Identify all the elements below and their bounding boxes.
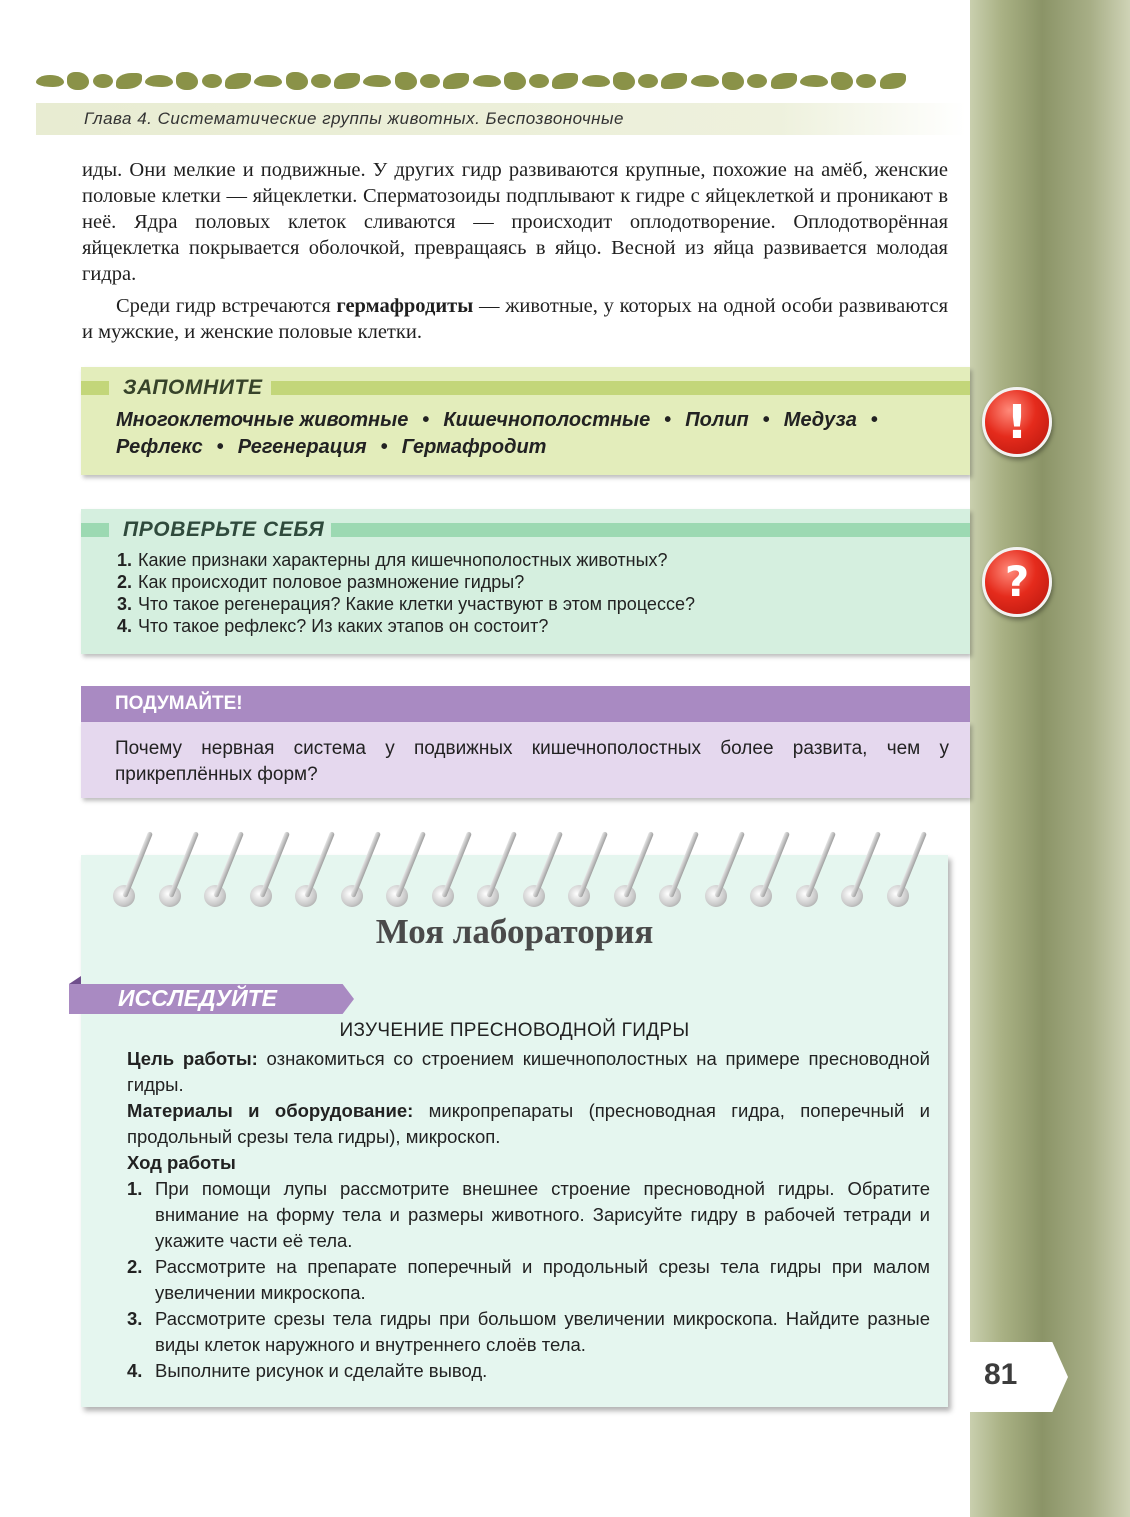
bullet-separator: • xyxy=(870,409,878,431)
animal-silhouette-icon xyxy=(225,73,251,89)
key-term: Полип xyxy=(685,409,749,431)
animal-silhouette-icon xyxy=(831,72,853,90)
animal-silhouette-icon xyxy=(880,73,906,89)
question-mark-icon: ? xyxy=(982,547,1052,617)
bullet-separator: • xyxy=(216,436,224,458)
binding-ring-icon xyxy=(567,825,591,910)
animal-silhouette-icon xyxy=(504,72,526,90)
think-box xyxy=(81,722,970,798)
binding-ring-icon xyxy=(431,825,455,910)
animal-silhouette-icon xyxy=(176,72,198,90)
animal-silhouette-icon xyxy=(395,72,417,90)
page-side-strip xyxy=(970,0,1130,1517)
binding-ring-icon xyxy=(294,825,318,910)
key-term: Кишечнополостные xyxy=(443,409,651,431)
lab-steps xyxy=(127,1176,930,1384)
animal-silhouette-icon xyxy=(286,72,308,90)
page-number: 81 xyxy=(984,1358,1018,1391)
think-header: ПОДУМАЙТЕ! xyxy=(115,693,243,714)
binding-ring-icon xyxy=(203,825,227,910)
binding-ring-icon xyxy=(886,825,910,910)
animal-silhouette-icon xyxy=(202,74,222,88)
animal-silhouette-icon xyxy=(254,75,282,87)
bullet-separator: • xyxy=(762,409,770,431)
animal-silhouette-icon xyxy=(661,73,687,89)
key-term: Регенерация xyxy=(237,436,367,458)
main-text xyxy=(82,157,948,345)
binding-ring-icon xyxy=(522,825,546,910)
animal-silhouette-icon xyxy=(691,75,719,87)
binding-ring-icon xyxy=(158,825,182,910)
animal-silhouette-icon xyxy=(552,73,578,89)
binding-ring-icon xyxy=(385,825,409,910)
binding-ring-icon xyxy=(340,825,364,910)
term-hermaphrodites: гермафродиты xyxy=(336,295,474,317)
think-header-bar xyxy=(81,686,970,722)
animal-silhouette-icon xyxy=(800,75,828,87)
bullet-separator: • xyxy=(380,436,388,458)
question-item: 1. Какие признаки характерны для кишечнополостных животных? xyxy=(117,550,668,570)
lab-materials: Материалы и оборудование: микропрепараты (пресноводная гидра, поперечный и продольный срезы тела гидры), микроскоп. xyxy=(127,1100,931,1147)
animal-silhouette-icon xyxy=(36,75,64,87)
animal-silhouette-icon xyxy=(473,75,501,87)
binding-ring-icon xyxy=(658,825,682,910)
key-term: Гермафродит xyxy=(401,436,547,458)
animal-silhouette-icon xyxy=(638,74,658,88)
animal-silhouette-icon xyxy=(856,74,876,88)
lab-step: 1. При помощи лупы рассмотрите внешнее строение пресноводной гидры. Обратите внимание на форму тела и размеры животного. Зарисуйте гидру в рабочей тетради и укажите части её тела. xyxy=(127,1178,930,1251)
binding-ring-icon xyxy=(795,825,819,910)
binding-ring-icon xyxy=(249,825,273,910)
animal-silhouette-icon xyxy=(67,72,89,90)
animal-silhouette-icon xyxy=(116,73,142,89)
binding-ring-icon xyxy=(476,825,500,910)
animal-silhouette-icon xyxy=(613,72,635,90)
question-item: 4. Что такое рефлекс? Из каких этапов он состоит? xyxy=(117,616,549,636)
lab-step: 4. Выполните рисунок и сделайте вывод. xyxy=(127,1360,488,1381)
lab-procedure-label: Ход работы xyxy=(127,1152,236,1173)
question-item: 2. Как происходит половое размножение гидры? xyxy=(117,572,525,592)
animal-silhouette-icon xyxy=(145,75,173,87)
animal-silhouette-icon xyxy=(93,74,113,88)
paragraph-2: Среди гидр встречаются гермафродиты — животные, у которых на одной особи развиваются и мужские, и женские половые клетки. xyxy=(82,295,948,343)
binding-ring-icon xyxy=(704,825,728,910)
lab-step: 2. Рассмотрите на препарате поперечный и продольный срезы тела гидры при малом увеличении микроскопа. xyxy=(127,1256,930,1303)
question-list xyxy=(117,549,695,637)
animal-silhouette-icon xyxy=(771,73,797,89)
check-header: ПРОВЕРЬТЕ СЕБЯ xyxy=(123,518,325,541)
bullet-separator: • xyxy=(664,409,672,431)
animal-silhouette-icon xyxy=(311,74,331,88)
animal-silhouette-icon xyxy=(443,73,469,89)
check-yourself-box xyxy=(81,509,970,654)
exclamation-icon: ! xyxy=(982,387,1052,457)
think-question: Почему нервная система у подвижных кишечнополостных более развита, чем у прикреплённых форм? xyxy=(115,738,949,785)
question-item: 3. Что такое регенерация? Какие клетки участвуют в этом процессе? xyxy=(117,594,695,614)
lab-body xyxy=(127,1046,930,1384)
binding-ring-icon xyxy=(613,825,637,910)
explore-header: ИССЛЕДУЙТЕ xyxy=(118,985,278,1011)
animal-silhouette-icon xyxy=(529,74,549,88)
key-terms xyxy=(116,407,936,461)
animal-silhouette-icon xyxy=(747,74,767,88)
spiral-binding xyxy=(112,825,932,910)
bullet-separator: • xyxy=(422,409,430,431)
animal-silhouette-icon xyxy=(420,74,440,88)
animal-silhouette-icon xyxy=(363,75,391,87)
animal-silhouette-icon xyxy=(582,75,610,87)
paragraph-1: иды. Они мелкие и подвижные. У других гидр развиваются крупные, похожие на амёб, женские половые клетки — яйцеклетки. Сперматозоиды подплывают к гидре с яйцеклеткой и проникают в неё. Ядра половых клеток сливаются — происходит оплодотворение. Оплодотворённая яйцеклетка покрывается оболочкой, превращаясь в яйцо. Весной из яйца развивается молодая гидра. xyxy=(82,159,948,285)
chapter-title: Глава 4. Систематические группы животных. Беспозвоночные xyxy=(84,109,624,128)
animal-silhouette-icon xyxy=(334,73,360,89)
lab-title: Моя лаборатория xyxy=(375,912,654,951)
key-term: Медуза xyxy=(783,409,857,431)
binding-ring-icon xyxy=(840,825,864,910)
lab-subtitle: ИЗУЧЕНИЕ ПРЕСНОВОДНОЙ ГИДРЫ xyxy=(339,1020,690,1041)
remember-box xyxy=(81,367,970,475)
key-term: Многоклеточные животные xyxy=(116,409,409,431)
lab-goal: Цель работы: ознакомиться со строением кишечнополостных на примере пресноводной гидры. xyxy=(127,1048,930,1095)
binding-ring-icon xyxy=(749,825,773,910)
key-term: Рефлекс xyxy=(116,436,203,458)
animal-silhouette-icon xyxy=(722,72,744,90)
animal-silhouettes-border xyxy=(36,66,906,96)
binding-ring-icon xyxy=(112,825,136,910)
remember-header: ЗАПОМНИТЕ xyxy=(123,376,263,399)
lab-step: 3. Рассмотрите срезы тела гидры при большом увеличении микроскопа. Найдите разные виды клеток наружного и внутреннего слоёв тела. xyxy=(127,1308,930,1355)
